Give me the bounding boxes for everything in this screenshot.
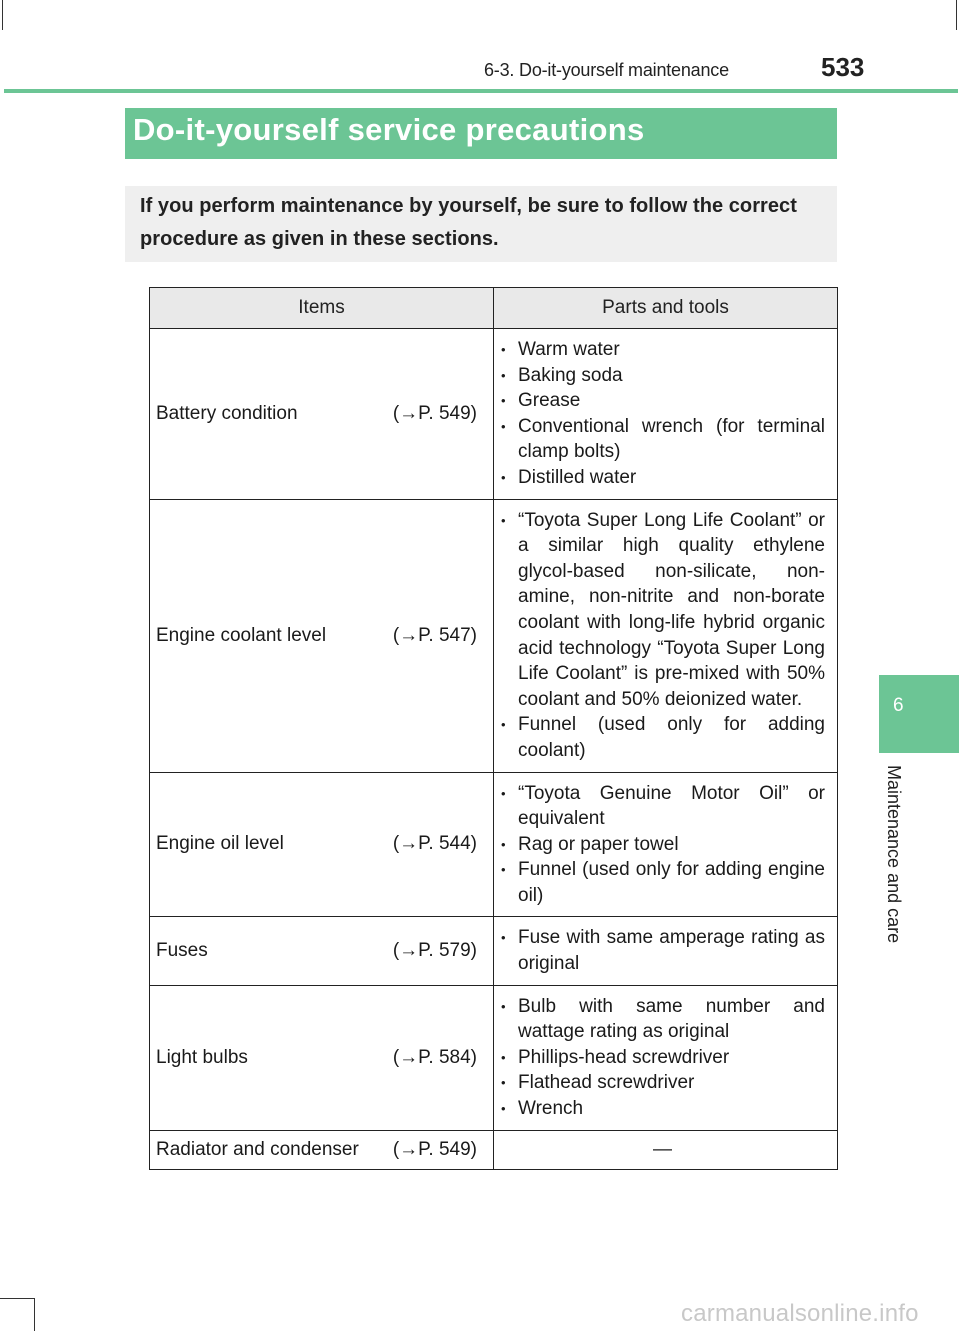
parts-cell: [494, 985, 838, 1130]
section-title-bar: [125, 108, 837, 159]
crop-mark: [0, 1298, 34, 1299]
crop-mark: [956, 0, 957, 30]
list-item: • “Toyota Genuine Motor Oil” or equivalent: [500, 781, 825, 832]
item-name: Battery condition: [156, 402, 298, 424]
page-reference-link[interactable]: (→P. 549): [392, 1138, 477, 1160]
maintenance-items-table: [149, 287, 838, 1170]
item-cell: [150, 985, 494, 1130]
list-item: • Flathead screwdriver: [500, 1070, 825, 1096]
item-cell: [150, 1130, 494, 1169]
page-reference-link[interactable]: (→P. 547): [392, 624, 477, 646]
list-item: • Fuse with same amperage rating as original: [500, 925, 825, 976]
table-row: [150, 329, 838, 500]
chapter-tab[interactable]: [879, 675, 959, 753]
parts-cell: [494, 329, 838, 500]
list-item: • Bulb with same number and wattage rating as original: [500, 994, 825, 1045]
list-item: • Baking soda: [500, 363, 825, 389]
item-name: Engine oil level: [156, 833, 284, 855]
watermark: carmanualsonline.info: [681, 1300, 919, 1327]
item-cell: [150, 772, 494, 917]
parts-list: [500, 781, 825, 909]
table-row: [150, 917, 838, 985]
list-item: • Funnel (used only for adding coolant): [500, 712, 825, 763]
header-section-title: 6-3. Do-it-yourself maintenance: [484, 60, 729, 80]
list-item: • “Toyota Super Long Life Coolant” or a similar high quality ethylene glycol-based non-silicate, non-amine, non-nitrite and non-borate coolant with long-life hybrid organic acid technology “Toyota Super Long Life Coolant” is pre-mixed with 50% coolant and 50% deionized water.: [500, 508, 825, 713]
list-item: • Funnel (used only for adding engine oil): [500, 857, 825, 908]
parts-list: [500, 925, 825, 976]
column-header-items: Items: [150, 288, 494, 329]
item-cell: [150, 499, 494, 772]
list-item: • Phillips-head screwdriver: [500, 1045, 825, 1071]
page-number: 533: [821, 52, 865, 82]
parts-cell: [494, 917, 838, 985]
intro-box: [125, 186, 837, 262]
list-item: • Conventional wrench (for terminal clamp bolts): [500, 414, 825, 465]
list-item: • Wrench: [500, 1096, 825, 1122]
table-row: [150, 985, 838, 1130]
table-row: [150, 772, 838, 917]
parts-cell: [494, 499, 838, 772]
page-reference-link[interactable]: (→P. 584): [392, 1046, 477, 1068]
table-row: [150, 1130, 838, 1169]
item-name: Light bulbs: [156, 1046, 248, 1068]
parts-cell: [494, 1130, 838, 1169]
parts-list: [500, 508, 825, 764]
column-header-parts: Parts and tools: [494, 288, 838, 329]
crop-mark: [34, 1298, 35, 1331]
chapter-label: Maintenance and care: [884, 765, 904, 944]
crop-mark: [2, 0, 3, 30]
item-cell: [150, 329, 494, 500]
header-rule: [4, 89, 958, 93]
table-row: [150, 499, 838, 772]
page-reference-link[interactable]: (→P. 579): [392, 940, 477, 962]
list-item: • Rag or paper towel: [500, 832, 825, 858]
list-item: • Grease: [500, 388, 825, 414]
section-title: Do-it-yourself service precautions: [133, 112, 645, 147]
parts-list: [500, 337, 825, 491]
item-name: Radiator and condenser: [156, 1138, 359, 1160]
page-reference-link[interactable]: (→P. 549): [392, 402, 477, 424]
list-item: • Warm water: [500, 337, 825, 363]
item-name: Engine coolant level: [156, 624, 327, 646]
item-cell: [150, 917, 494, 985]
page-header: [0, 52, 960, 92]
list-item: • Distilled water: [500, 465, 825, 491]
chapter-number: 6: [893, 695, 904, 716]
table-header-row: [150, 288, 838, 329]
item-name: Fuses: [156, 940, 208, 962]
no-parts-dash: —: [653, 1138, 672, 1160]
intro-text: If you perform maintenance by yourself, be sure to follow the correct procedure as given in these sections.: [140, 195, 797, 250]
parts-list: [500, 994, 825, 1122]
parts-cell: [494, 772, 838, 917]
page-reference-link[interactable]: (→P. 544): [392, 833, 477, 855]
